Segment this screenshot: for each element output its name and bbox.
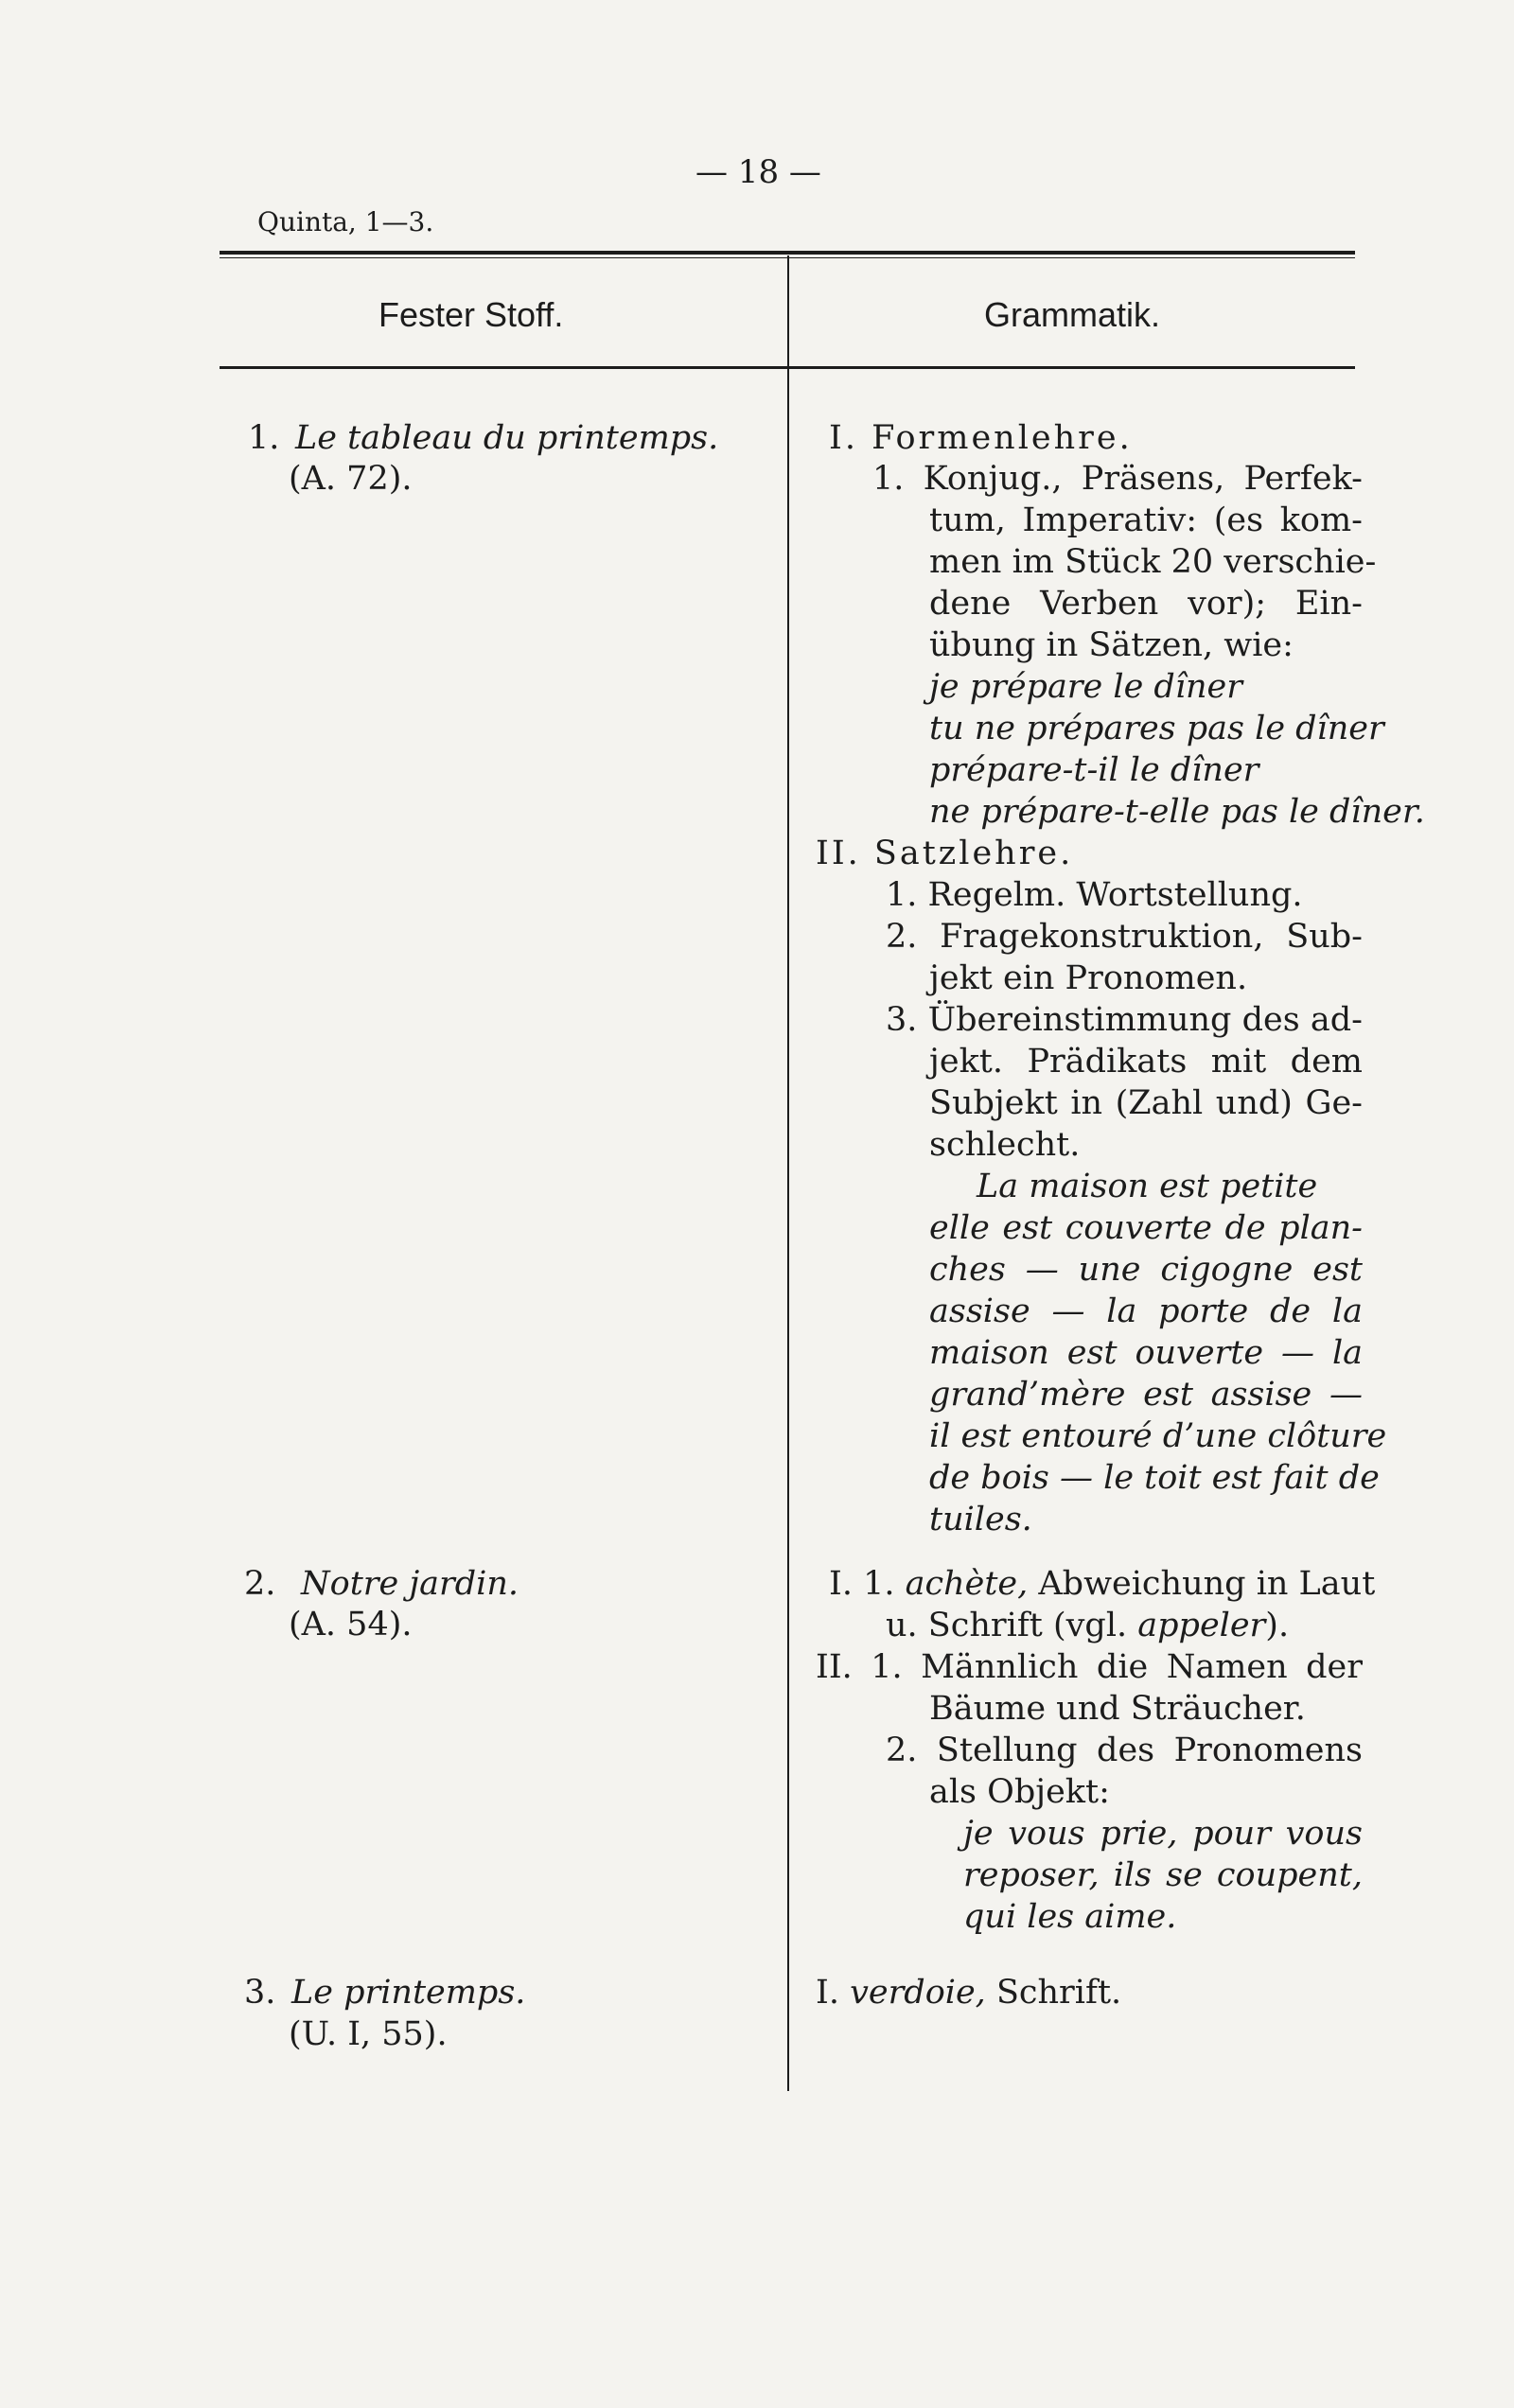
column-header-left: Fester Stoff. [378, 295, 564, 334]
grammar-line: 2. Stellung des Pronomens [886, 1731, 1363, 1769]
example-line: assise — la porte de la [929, 1292, 1363, 1330]
grammar-line: dene Verben vor); Ein- [929, 585, 1363, 623]
grammar-line: I. 1. achète, Abweichung in Laut [829, 1565, 1376, 1603]
grammar-line: als Objekt: [929, 1773, 1110, 1811]
example-line: tu ne prépares pas le dîner [929, 710, 1384, 747]
grammar-satzlehre: II. Satzlehre. [816, 835, 1074, 872]
example-line: de bois — le toit est fait de [929, 1459, 1380, 1497]
grammar-line: jekt ein Pronomen. [929, 959, 1248, 997]
page-number: — 18 — [695, 153, 821, 191]
example-line: maison est ouverte — la [929, 1334, 1363, 1372]
section-1-ref: (A. 72). [289, 460, 413, 498]
example-line: ches — une cigogne est [929, 1251, 1363, 1289]
example-line: elle est couverte de plan- [929, 1209, 1363, 1247]
grammar-line: 1. Regelm. Wortstellung. [886, 876, 1303, 914]
section-3-title: Le printemps. [291, 1974, 526, 2012]
top-rule [220, 251, 1355, 255]
running-head: Quinta, 1—3. [257, 206, 434, 237]
section-2-number: 2. [244, 1565, 276, 1603]
grammar-line: übung in Sätzen, wie: [929, 626, 1294, 664]
example-line: je vous prie, pour vous [963, 1815, 1363, 1853]
grammar-line: 1. Konjug., Präsens, Perfek- [872, 460, 1363, 498]
section-3-number: 3. [244, 1974, 276, 2012]
example-line: il est entouré d’une clôture [929, 1417, 1387, 1455]
section-1-number: 1. [248, 419, 280, 457]
example-line: ne prépare-t-elle pas le dîner. [929, 793, 1425, 831]
grammar-line: men im Stück 20 verschie- [929, 543, 1377, 581]
grammar-line: u. Schrift (vgl. appeler). [886, 1607, 1290, 1644]
grammar-line: Subjekt in (Zahl und) Ge- [929, 1084, 1363, 1122]
section-2-ref: (A. 54). [289, 1606, 413, 1643]
grammar-line: Bäume und Sträucher. [929, 1690, 1306, 1728]
example-line: je prépare le dîner [929, 668, 1242, 706]
column-header-right: Grammatik. [984, 295, 1161, 334]
section-2-title: Notre jardin. [301, 1565, 519, 1603]
grammar-line: jekt. Prädikats mit dem [929, 1043, 1363, 1081]
section-1-title: Le tableau du printemps. [295, 419, 719, 457]
example-line: grand’mère est assise — [929, 1376, 1363, 1414]
grammar-line: II. 1. Männlich die Namen der [816, 1648, 1363, 1686]
grammar-line: tum, Imperativ: (es kom- [929, 501, 1363, 539]
grammar-line: 3. Übereinstimmung des ad- [886, 1001, 1363, 1039]
example-line: qui les aime. [963, 1898, 1177, 1936]
section-3-ref: (U. I, 55). [289, 2015, 448, 2053]
example-line: prépare-t-il le dîner [929, 751, 1259, 789]
grammar-line: 2. Fragekonstruktion, Sub- [886, 918, 1363, 956]
grammar-line: schlecht. [929, 1126, 1081, 1164]
example-line: tuiles. [929, 1501, 1032, 1538]
example-line: reposer, ils se coupent, [963, 1856, 1363, 1894]
grammar-line: I. verdoie, Schrift. [816, 1974, 1122, 2012]
column-divider [787, 255, 789, 2091]
grammar-formenlehre: I. Formenlehre. [829, 419, 1133, 457]
example-line: La maison est petite [977, 1168, 1318, 1205]
